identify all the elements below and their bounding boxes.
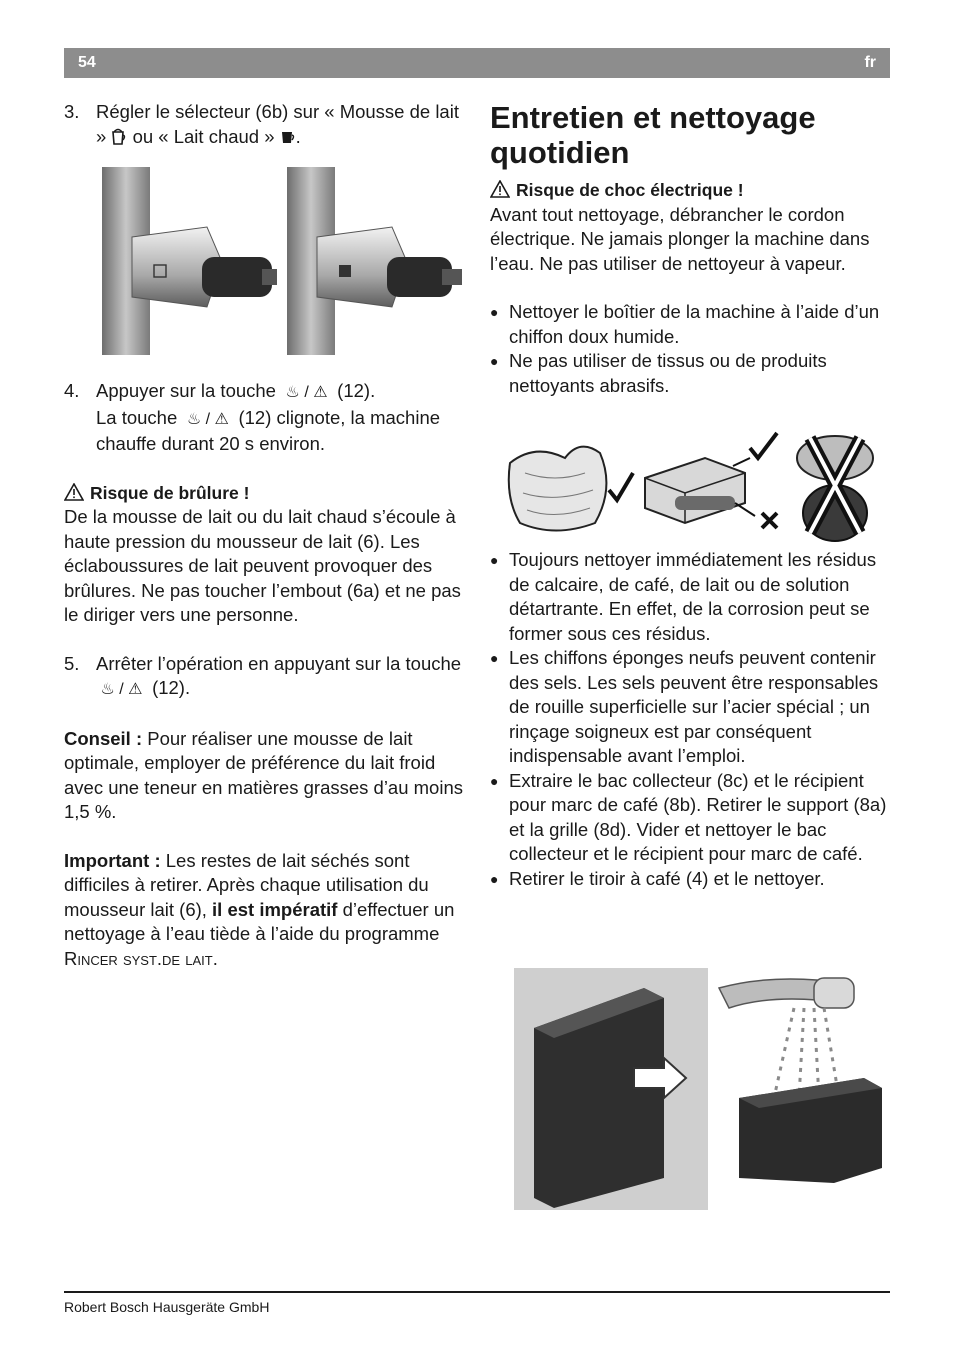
page-number: 54 — [78, 54, 96, 71]
bullet-list-2 — [490, 548, 890, 891]
step-text-2: ou « Lait chaud » — [132, 125, 275, 147]
step-3: 3. Régler le sélecteur (6b) sur « Mousse de lait » ou « Lait chaud » . — [64, 101, 459, 147]
list-item: ● Les chiffons éponges neufs peuvent contenir des sels. Les sels peuvent être responsables de rouille superficielle sur l’acier spécial ; un rinçage soigneux est par conséquent indispensable avant l’emploi. — [490, 646, 890, 769]
check-mark-icon — [609, 473, 633, 500]
coffee-drawer-figure — [514, 968, 884, 1210]
step-text: Régler le sélecteur (6b) sur « Mousse de lait » — [96, 101, 459, 147]
bullet-list-1 — [490, 300, 890, 398]
step-number: 5. — [64, 652, 80, 674]
list-item: ● Retirer le tiroir à café (4) et le nettoyer. — [490, 867, 890, 892]
hot-milk-cup-icon — [280, 130, 296, 144]
important-bold: il est impératif — [212, 898, 338, 920]
important-paragraph — [64, 849, 469, 972]
list-item: ● Toujours nettoyer immédiatement les résidus de calcaire, de café, de lait ou de solution détartrante. En effet, de la corrosion peut se former sous ces résidus. — [490, 548, 890, 646]
drawer-removal-image — [514, 968, 708, 1210]
language-code: fr — [864, 54, 876, 71]
step-text: Appuyer sur la touche — [96, 380, 276, 401]
step-text-4: (12) clignote, la machine chauffe durant 20 s environ. — [96, 406, 441, 454]
warning-text: Avant tout nettoyage, débrancher le cordon électrique. Ne jamais plonger la machine dans l’eau. Ne pas utiliser de nettoyeur à vapeur. — [490, 203, 870, 274]
milk-foam-cup-icon — [111, 127, 127, 145]
selector-image-1 — [102, 167, 277, 355]
warning-heading — [490, 178, 890, 203]
footer-rule — [64, 1291, 890, 1293]
important-text-2: d’effectuer un nettoyage à l’eau tiède à l’aide du programme — [64, 898, 455, 944]
warning-heading — [64, 481, 469, 506]
step-text-3: La touche — [96, 406, 178, 428]
important-text: Les restes de lait séchés sont difficiles à retirer. Après chaque utilisation du mousseur lait (6), — [64, 849, 429, 920]
arrow-icon — [735, 503, 755, 516]
arrow-icon — [733, 458, 750, 466]
cleaning-materials-figure — [505, 428, 880, 548]
tip-label: Conseil : — [64, 727, 143, 749]
warning-triangle-icon — [490, 180, 510, 198]
abrasive-pad-image — [797, 436, 873, 541]
warning-triangle-icon — [64, 483, 84, 501]
step-number: 3. — [64, 101, 80, 122]
tip-paragraph — [64, 727, 469, 825]
warning-text: De la mousse de lait ou du lait chaud s’écoule à haute pression du mousseur de lait (6). Les éclaboussures de lait peuvent provoquer des brûlures. Ne pas toucher l’embout (6a) et ne pas le diriger vers une personne. — [64, 506, 461, 625]
warning-title: Risque de brûlure ! — [90, 482, 250, 503]
steam-key-icon: ♨ / ⚠ — [281, 384, 333, 401]
header-bar — [64, 48, 890, 78]
period: . — [212, 947, 218, 969]
important-label: Important : — [64, 849, 161, 871]
step-text: Arrêter l’opération en appuyant sur la touche — [96, 652, 462, 674]
check-mark-icon — [750, 433, 777, 458]
program-name: Rincer syst.de lait — [64, 947, 213, 969]
tip-text: Pour réaliser une mousse de lait optimale, employer de préférence du lait froid avec une teneur en matières grasses d’au moins 1,5 %. — [64, 727, 463, 822]
cross-mark-icon — [762, 513, 777, 528]
step-5 — [64, 652, 469, 703]
step-text-2: (12). — [152, 677, 191, 698]
step-text-2: (12). — [337, 380, 376, 401]
footer-company: Robert Bosch Hausgeräte GmbH — [64, 1299, 270, 1315]
list-item: ● Ne pas utiliser de tissus ou de produits nettoyants abrasifs. — [490, 349, 890, 398]
list-item: ● Extraire le bac collecteur (8c) et le récipient pour marc de café (8b). Retirer le support (8a) et la grille (8d). Vider et nettoyer le bac collecteur et le récipient pour marc de café. — [490, 769, 890, 867]
warning-title: Risque de choc électrique ! — [516, 180, 744, 200]
steam-key-icon: ♨ / ⚠ — [182, 410, 234, 428]
step-4 — [64, 379, 469, 457]
soft-cloth-image — [509, 447, 607, 531]
selector-figure — [102, 167, 462, 355]
list-item: ● Nettoyer le boîtier de la machine à l’aide d’un chiffon doux humide. — [490, 300, 890, 349]
selector-image-2 — [287, 167, 462, 355]
section-title: Entretien et nettoyage quotidien — [490, 100, 816, 170]
drawer-rinsing-image — [719, 978, 882, 1183]
sponge-image — [645, 458, 745, 523]
steam-key-icon: ♨ / ⚠ — [96, 681, 147, 698]
step-number: 4. — [64, 380, 80, 401]
